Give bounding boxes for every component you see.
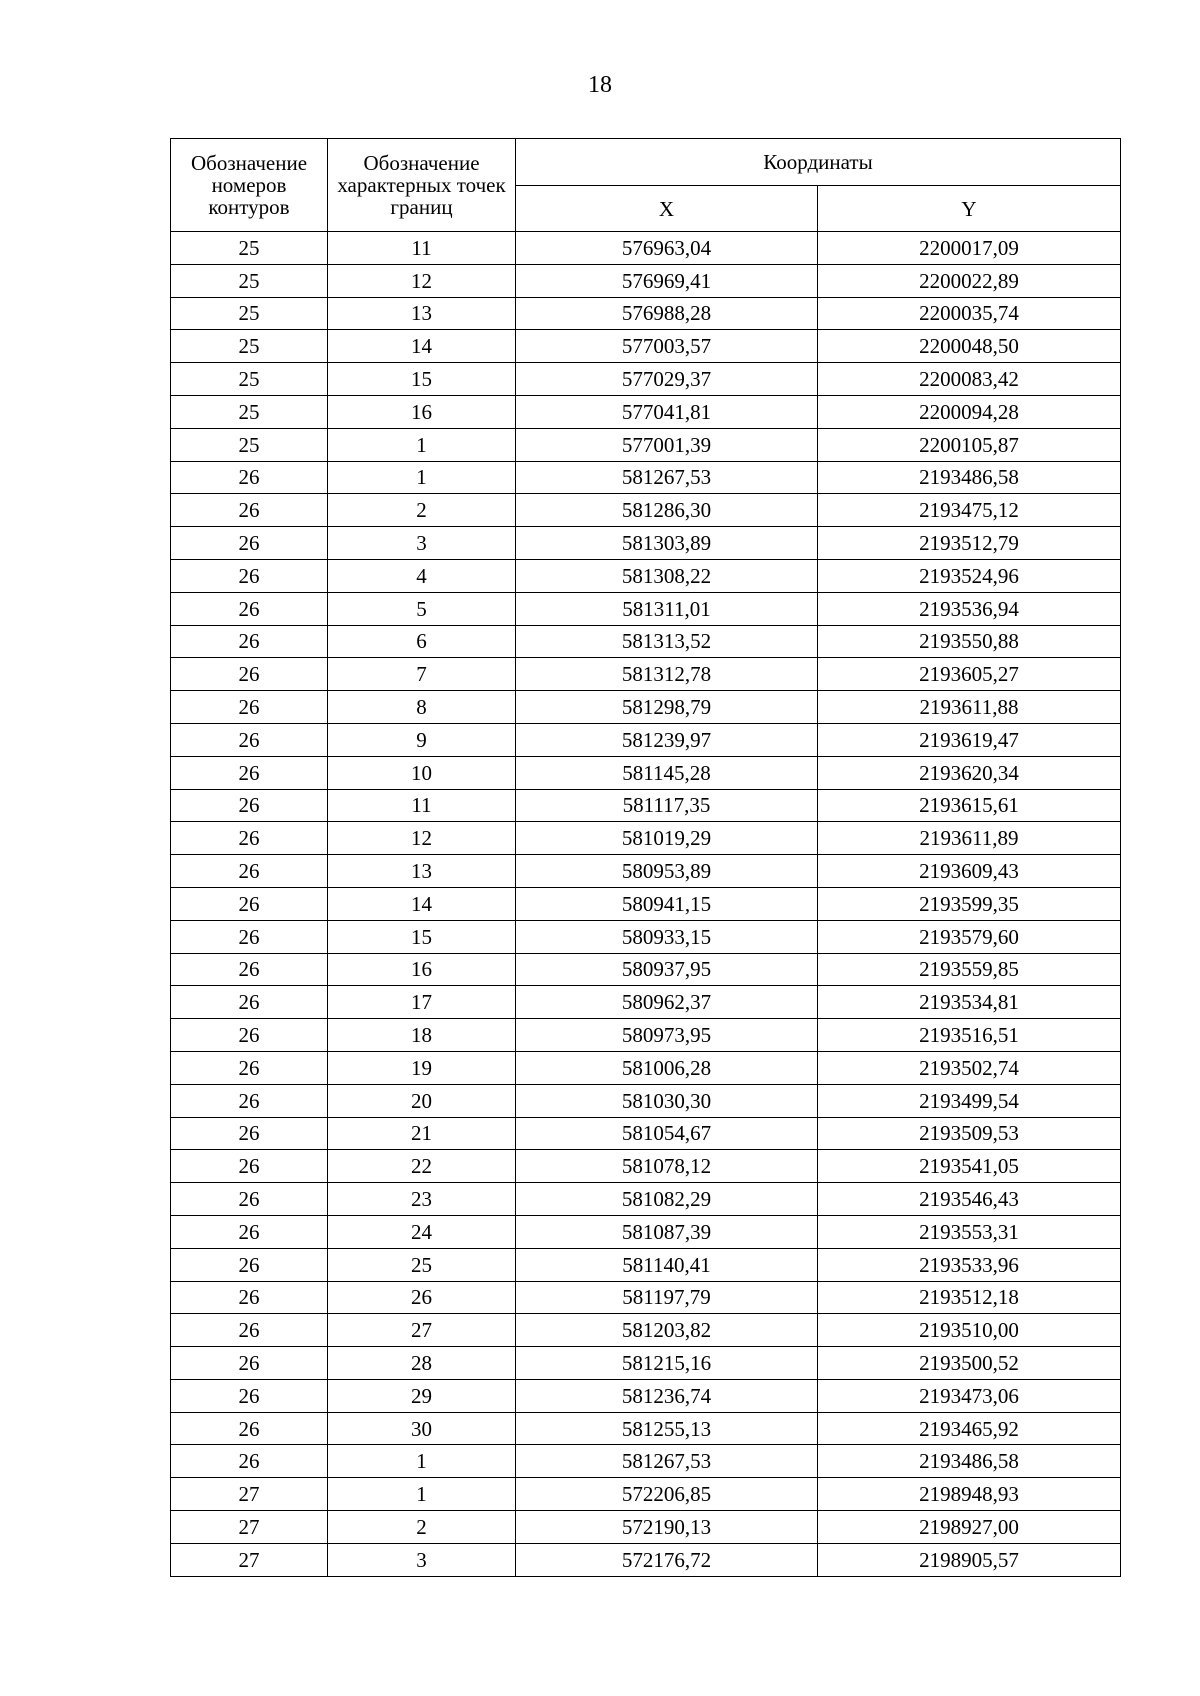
cell-y: 2193533,96 xyxy=(818,1248,1121,1281)
table-row xyxy=(171,1412,1121,1445)
cell-x: 580937,95 xyxy=(516,953,818,986)
cell-contour: 26 xyxy=(171,723,328,756)
cell-point: 16 xyxy=(328,395,516,428)
cell-x: 577001,39 xyxy=(516,428,818,461)
cell-y: 2193512,79 xyxy=(818,527,1121,560)
cell-x: 577029,37 xyxy=(516,363,818,396)
table-row xyxy=(171,428,1121,461)
cell-x: 580973,95 xyxy=(516,1019,818,1052)
cell-x: 580953,89 xyxy=(516,855,818,888)
cell-y: 2193509,53 xyxy=(818,1117,1121,1150)
cell-y: 2193550,88 xyxy=(818,625,1121,658)
cell-x: 581303,89 xyxy=(516,527,818,560)
cell-y: 2200105,87 xyxy=(818,428,1121,461)
cell-contour: 26 xyxy=(171,822,328,855)
cell-y: 2193536,94 xyxy=(818,592,1121,625)
cell-point: 22 xyxy=(328,1150,516,1183)
cell-contour: 26 xyxy=(171,920,328,953)
cell-contour: 25 xyxy=(171,363,328,396)
cell-contour: 27 xyxy=(171,1511,328,1544)
table-row xyxy=(171,527,1121,560)
table-row xyxy=(171,1019,1121,1052)
cell-contour: 26 xyxy=(171,1248,328,1281)
cell-contour: 25 xyxy=(171,232,328,265)
table-row xyxy=(171,232,1121,265)
header-coordinates: Координаты xyxy=(516,139,1121,186)
cell-x: 572176,72 xyxy=(516,1543,818,1576)
table-row xyxy=(171,723,1121,756)
cell-x: 581255,13 xyxy=(516,1412,818,1445)
cell-point: 16 xyxy=(328,953,516,986)
cell-y: 2193609,43 xyxy=(818,855,1121,888)
table-row xyxy=(171,1281,1121,1314)
cell-x: 581236,74 xyxy=(516,1379,818,1412)
cell-y: 2200017,09 xyxy=(818,232,1121,265)
cell-contour: 26 xyxy=(171,691,328,724)
cell-x: 581197,79 xyxy=(516,1281,818,1314)
cell-contour: 26 xyxy=(171,1314,328,1347)
table-header xyxy=(171,139,1121,232)
cell-point: 1 xyxy=(328,428,516,461)
table-body xyxy=(171,232,1121,1577)
table-row xyxy=(171,363,1121,396)
cell-y: 2193620,34 xyxy=(818,756,1121,789)
cell-contour: 26 xyxy=(171,527,328,560)
cell-point: 15 xyxy=(328,363,516,396)
cell-contour: 26 xyxy=(171,494,328,527)
table-row xyxy=(171,1248,1121,1281)
cell-contour: 27 xyxy=(171,1478,328,1511)
table-row xyxy=(171,1084,1121,1117)
cell-x: 581313,52 xyxy=(516,625,818,658)
cell-point: 20 xyxy=(328,1084,516,1117)
cell-point: 23 xyxy=(328,1183,516,1216)
cell-contour: 26 xyxy=(171,1215,328,1248)
cell-y: 2200094,28 xyxy=(818,395,1121,428)
cell-contour: 26 xyxy=(171,789,328,822)
header-x: X xyxy=(516,186,818,232)
cell-x: 577003,57 xyxy=(516,330,818,363)
cell-y: 2193553,31 xyxy=(818,1215,1121,1248)
cell-y: 2193502,74 xyxy=(818,1051,1121,1084)
cell-y: 2193524,96 xyxy=(818,559,1121,592)
cell-y: 2198927,00 xyxy=(818,1511,1121,1544)
table-row xyxy=(171,822,1121,855)
cell-contour: 26 xyxy=(171,461,328,494)
cell-contour: 25 xyxy=(171,330,328,363)
cell-contour: 26 xyxy=(171,1347,328,1380)
cell-x: 581019,29 xyxy=(516,822,818,855)
table-row xyxy=(171,920,1121,953)
cell-point: 1 xyxy=(328,1445,516,1478)
cell-x: 580962,37 xyxy=(516,986,818,1019)
cell-contour: 26 xyxy=(171,559,328,592)
table-row xyxy=(171,1543,1121,1576)
cell-contour: 25 xyxy=(171,264,328,297)
cell-point: 14 xyxy=(328,887,516,920)
cell-x: 577041,81 xyxy=(516,395,818,428)
cell-point: 6 xyxy=(328,625,516,658)
cell-point: 9 xyxy=(328,723,516,756)
cell-contour: 26 xyxy=(171,1051,328,1084)
cell-x: 581140,41 xyxy=(516,1248,818,1281)
cell-x: 581239,97 xyxy=(516,723,818,756)
cell-x: 581267,53 xyxy=(516,461,818,494)
cell-contour: 26 xyxy=(171,1445,328,1478)
table-row xyxy=(171,953,1121,986)
cell-y: 2200048,50 xyxy=(818,330,1121,363)
cell-y: 2193510,00 xyxy=(818,1314,1121,1347)
table-row xyxy=(171,330,1121,363)
cell-contour: 26 xyxy=(171,953,328,986)
table-row xyxy=(171,855,1121,888)
cell-x: 576963,04 xyxy=(516,232,818,265)
cell-y: 2193512,18 xyxy=(818,1281,1121,1314)
cell-point: 10 xyxy=(328,756,516,789)
cell-point: 14 xyxy=(328,330,516,363)
cell-point: 28 xyxy=(328,1347,516,1380)
cell-point: 27 xyxy=(328,1314,516,1347)
cell-y: 2200022,89 xyxy=(818,264,1121,297)
cell-contour: 26 xyxy=(171,592,328,625)
cell-point: 30 xyxy=(328,1412,516,1445)
header-point: Обозначение характерных точек границ xyxy=(328,139,516,232)
cell-y: 2193475,12 xyxy=(818,494,1121,527)
cell-x: 581082,29 xyxy=(516,1183,818,1216)
table-row xyxy=(171,1150,1121,1183)
cell-contour: 26 xyxy=(171,756,328,789)
cell-contour: 26 xyxy=(171,855,328,888)
cell-point: 25 xyxy=(328,1248,516,1281)
table-row xyxy=(171,1314,1121,1347)
cell-x: 581203,82 xyxy=(516,1314,818,1347)
cell-point: 3 xyxy=(328,527,516,560)
cell-point: 19 xyxy=(328,1051,516,1084)
table-row xyxy=(171,1117,1121,1150)
cell-y: 2193499,54 xyxy=(818,1084,1121,1117)
cell-point: 5 xyxy=(328,592,516,625)
cell-point: 2 xyxy=(328,494,516,527)
cell-contour: 26 xyxy=(171,625,328,658)
cell-x: 581311,01 xyxy=(516,592,818,625)
cell-y: 2198905,57 xyxy=(818,1543,1121,1576)
table-row xyxy=(171,1445,1121,1478)
table-row xyxy=(171,559,1121,592)
cell-y: 2193541,05 xyxy=(818,1150,1121,1183)
cell-point: 4 xyxy=(328,559,516,592)
cell-x: 572206,85 xyxy=(516,1478,818,1511)
table-row xyxy=(171,625,1121,658)
cell-point: 1 xyxy=(328,461,516,494)
cell-y: 2193486,58 xyxy=(818,1445,1121,1478)
table-row xyxy=(171,461,1121,494)
table-row xyxy=(171,658,1121,691)
cell-x: 581286,30 xyxy=(516,494,818,527)
cell-x: 581117,35 xyxy=(516,789,818,822)
cell-y: 2193516,51 xyxy=(818,1019,1121,1052)
cell-y: 2193486,58 xyxy=(818,461,1121,494)
cell-point: 13 xyxy=(328,855,516,888)
cell-point: 26 xyxy=(328,1281,516,1314)
cell-contour: 25 xyxy=(171,395,328,428)
cell-point: 11 xyxy=(328,232,516,265)
cell-contour: 26 xyxy=(171,1379,328,1412)
cell-x: 581030,30 xyxy=(516,1084,818,1117)
cell-contour: 25 xyxy=(171,428,328,461)
header-y: Y xyxy=(818,186,1121,232)
cell-contour: 26 xyxy=(171,1412,328,1445)
cell-x: 581298,79 xyxy=(516,691,818,724)
table-row xyxy=(171,1478,1121,1511)
table-row xyxy=(171,986,1121,1019)
cell-x: 576988,28 xyxy=(516,297,818,330)
table-row xyxy=(171,1051,1121,1084)
cell-contour: 27 xyxy=(171,1543,328,1576)
cell-y: 2193611,89 xyxy=(818,822,1121,855)
table-row xyxy=(171,494,1121,527)
cell-y: 2193611,88 xyxy=(818,691,1121,724)
table-row xyxy=(171,297,1121,330)
table-row xyxy=(171,1183,1121,1216)
cell-x: 581087,39 xyxy=(516,1215,818,1248)
cell-x: 576969,41 xyxy=(516,264,818,297)
cell-contour: 26 xyxy=(171,887,328,920)
cell-point: 13 xyxy=(328,297,516,330)
cell-y: 2198948,93 xyxy=(818,1478,1121,1511)
cell-x: 581145,28 xyxy=(516,756,818,789)
table-row xyxy=(171,1379,1121,1412)
cell-x: 581006,28 xyxy=(516,1051,818,1084)
table-row xyxy=(171,1511,1121,1544)
table-row xyxy=(171,1347,1121,1380)
header-contour: Обозначение номеров контуров xyxy=(171,139,328,232)
cell-point: 17 xyxy=(328,986,516,1019)
cell-y: 2193473,06 xyxy=(818,1379,1121,1412)
cell-point: 11 xyxy=(328,789,516,822)
cell-contour: 26 xyxy=(171,1117,328,1150)
cell-y: 2200083,42 xyxy=(818,363,1121,396)
table-row xyxy=(171,592,1121,625)
cell-contour: 26 xyxy=(171,1150,328,1183)
cell-contour: 26 xyxy=(171,986,328,1019)
table-row xyxy=(171,789,1121,822)
coordinates-table xyxy=(170,138,1121,1577)
cell-y: 2193546,43 xyxy=(818,1183,1121,1216)
cell-point: 1 xyxy=(328,1478,516,1511)
cell-point: 24 xyxy=(328,1215,516,1248)
cell-y: 2193534,81 xyxy=(818,986,1121,1019)
table-row xyxy=(171,264,1121,297)
cell-point: 29 xyxy=(328,1379,516,1412)
cell-x: 581267,53 xyxy=(516,1445,818,1478)
table-row xyxy=(171,887,1121,920)
cell-x: 580933,15 xyxy=(516,920,818,953)
cell-point: 3 xyxy=(328,1543,516,1576)
table-row xyxy=(171,1215,1121,1248)
cell-x: 581078,12 xyxy=(516,1150,818,1183)
table-row xyxy=(171,756,1121,789)
cell-x: 581215,16 xyxy=(516,1347,818,1380)
cell-point: 12 xyxy=(328,264,516,297)
cell-point: 21 xyxy=(328,1117,516,1150)
cell-x: 580941,15 xyxy=(516,887,818,920)
cell-contour: 26 xyxy=(171,1281,328,1314)
cell-point: 7 xyxy=(328,658,516,691)
cell-y: 2193599,35 xyxy=(818,887,1121,920)
cell-contour: 26 xyxy=(171,658,328,691)
cell-x: 581308,22 xyxy=(516,559,818,592)
cell-x: 581054,67 xyxy=(516,1117,818,1150)
cell-point: 12 xyxy=(328,822,516,855)
cell-point: 18 xyxy=(328,1019,516,1052)
cell-x: 572190,13 xyxy=(516,1511,818,1544)
cell-y: 2193605,27 xyxy=(818,658,1121,691)
cell-y: 2193559,85 xyxy=(818,953,1121,986)
cell-contour: 26 xyxy=(171,1019,328,1052)
cell-point: 15 xyxy=(328,920,516,953)
cell-y: 2200035,74 xyxy=(818,297,1121,330)
page-number: 18 xyxy=(588,72,612,98)
cell-contour: 26 xyxy=(171,1084,328,1117)
cell-y: 2193500,52 xyxy=(818,1347,1121,1380)
cell-contour: 25 xyxy=(171,297,328,330)
cell-y: 2193619,47 xyxy=(818,723,1121,756)
cell-x: 581312,78 xyxy=(516,658,818,691)
table-row xyxy=(171,691,1121,724)
cell-point: 2 xyxy=(328,1511,516,1544)
cell-y: 2193615,61 xyxy=(818,789,1121,822)
cell-point: 8 xyxy=(328,691,516,724)
table-row xyxy=(171,395,1121,428)
cell-y: 2193465,92 xyxy=(818,1412,1121,1445)
cell-y: 2193579,60 xyxy=(818,920,1121,953)
cell-contour: 26 xyxy=(171,1183,328,1216)
